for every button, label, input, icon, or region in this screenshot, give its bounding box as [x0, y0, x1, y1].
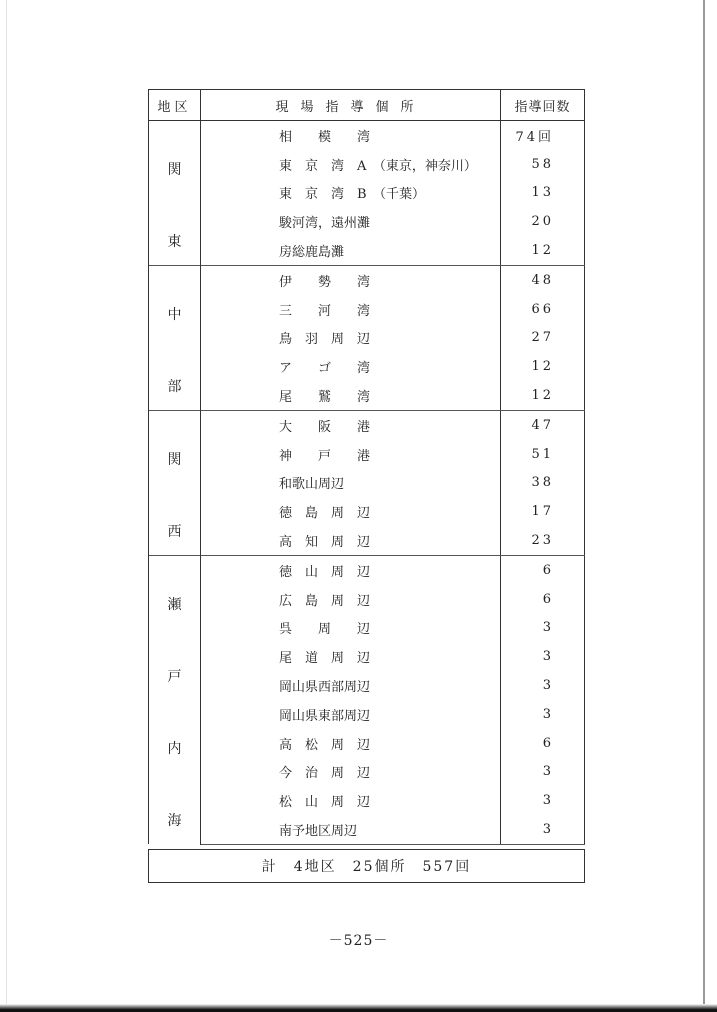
total-row — [149, 849, 585, 882]
scan-left-edge — [6, 0, 7, 1012]
region-cell — [149, 265, 201, 410]
count-cell: 3 — [501, 700, 585, 729]
site-cell: 呉 周 辺 — [201, 614, 501, 643]
count-cell: 3 — [501, 758, 585, 787]
site-cell: 岡山県東部周辺 — [201, 700, 501, 729]
region-char: 内 — [167, 741, 182, 758]
table-row — [149, 671, 585, 700]
table-row — [149, 410, 585, 439]
site-cell: 神 戸 港 — [201, 440, 501, 469]
site-cell: 伊 勢 湾 — [201, 265, 501, 294]
site-cell: 駿河湾，遠州灘 — [201, 207, 501, 236]
table-row — [149, 555, 585, 584]
site-cell: 松 山 周 辺 — [201, 786, 501, 815]
site-cell: 三 河 湾 — [201, 295, 501, 324]
count-cell: 58 — [501, 150, 585, 179]
site-cell: 徳 山 周 辺 — [201, 555, 501, 584]
count-cell: 12 — [501, 381, 585, 410]
count-cell: 23 — [501, 526, 585, 555]
count-cell: 47 — [501, 410, 585, 439]
table-row — [149, 179, 585, 208]
table-row — [149, 324, 585, 353]
region-char: 瀬 — [167, 597, 182, 613]
count-cell: 6 — [501, 729, 585, 758]
region-label — [149, 133, 200, 277]
site-cell: 南予地区周辺 — [201, 815, 501, 844]
table-row — [149, 526, 585, 555]
table-row — [149, 758, 585, 787]
count-cell: 3 — [501, 815, 585, 844]
region-char: 中 — [167, 306, 182, 323]
table-row — [149, 786, 585, 815]
guidance-table — [148, 89, 585, 883]
region-char: 関 — [167, 451, 182, 468]
count-cell: 38 — [501, 469, 585, 498]
table-row — [149, 236, 585, 265]
table-row — [149, 121, 585, 150]
table-row — [149, 150, 585, 179]
site-cell: 房総鹿島灘 — [201, 236, 501, 265]
count-cell: 17 — [501, 497, 585, 526]
count-cell: 3 — [501, 671, 585, 700]
table-row — [149, 642, 585, 671]
region-label — [149, 278, 200, 422]
site-cell: 尾 鷲 湾 — [201, 381, 501, 410]
count-cell: 6 — [501, 555, 585, 584]
site-cell: 高 松 周 辺 — [201, 729, 501, 758]
page-number: －525－ — [328, 933, 389, 949]
site-cell: 東 京 湾 B （千葉） — [201, 179, 501, 208]
table-row — [149, 440, 585, 469]
table-row — [149, 381, 585, 410]
site-cell: 広 島 周 辺 — [201, 585, 501, 614]
region-cell — [149, 121, 201, 266]
region-char: 部 — [167, 378, 182, 395]
table-row — [149, 497, 585, 526]
count-cell: 13 — [501, 179, 585, 208]
table-body — [149, 121, 585, 845]
site-cell: 尾 道 周 辺 — [201, 642, 501, 671]
table-row — [149, 207, 585, 236]
site-cell: 東 京 湾 A （東京，神奈川） — [201, 150, 501, 179]
header-site: 現場指導個所 — [201, 90, 501, 121]
region-char: 関 — [167, 161, 182, 178]
site-cell: 今 治 周 辺 — [201, 758, 501, 787]
count-cell: 66 — [501, 295, 585, 324]
site-cell: 大 阪 港 — [201, 410, 501, 439]
site-cell: 相 模 湾 — [201, 121, 501, 150]
table-row — [149, 585, 585, 614]
table-row — [149, 469, 585, 498]
region-char: 西 — [167, 523, 182, 540]
header-region: 地区 — [149, 90, 201, 121]
count-cell: 3 — [501, 614, 585, 643]
region-label — [149, 568, 200, 856]
guidance-table-container — [148, 89, 584, 883]
table-row — [149, 295, 585, 324]
site-cell: 岡山県西部周辺 — [201, 671, 501, 700]
count-cell: 3 — [501, 786, 585, 815]
count-cell: 3 — [501, 642, 585, 671]
site-cell: 徳 島 周 辺 — [201, 497, 501, 526]
count-cell: 20 — [501, 207, 585, 236]
count-cell: 6 — [501, 585, 585, 614]
scan-right-edge — [703, 0, 705, 1012]
header-count: 指導回数 — [501, 90, 585, 121]
region-char: 海 — [167, 813, 182, 830]
site-cell: 鳥 羽 周 辺 — [201, 324, 501, 353]
table-row — [149, 265, 585, 294]
site-cell: 高 知 周 辺 — [201, 526, 501, 555]
table-row — [149, 700, 585, 729]
region-cell — [149, 410, 201, 555]
site-cell: 和歌山周辺 — [201, 469, 501, 498]
region-char: 東 — [167, 233, 182, 250]
table-row — [149, 614, 585, 643]
table-row — [149, 815, 585, 844]
count-cell: 12 — [501, 352, 585, 381]
table-row — [149, 352, 585, 381]
count-cell: 12 — [501, 236, 585, 265]
count-cell: 51 — [501, 440, 585, 469]
count-cell: 48 — [501, 265, 585, 294]
site-cell: ア ゴ 湾 — [201, 352, 501, 381]
table-row — [149, 729, 585, 758]
region-label — [149, 423, 200, 567]
region-cell — [149, 555, 201, 844]
table-header-row — [149, 90, 585, 121]
scan-bottom-edge — [0, 1004, 717, 1012]
count-cell: 74回 — [501, 121, 585, 150]
total-cell: 計 4地区 25個所 557回 — [149, 849, 585, 882]
region-char: 戸 — [167, 669, 182, 686]
count-cell: 27 — [501, 324, 585, 353]
